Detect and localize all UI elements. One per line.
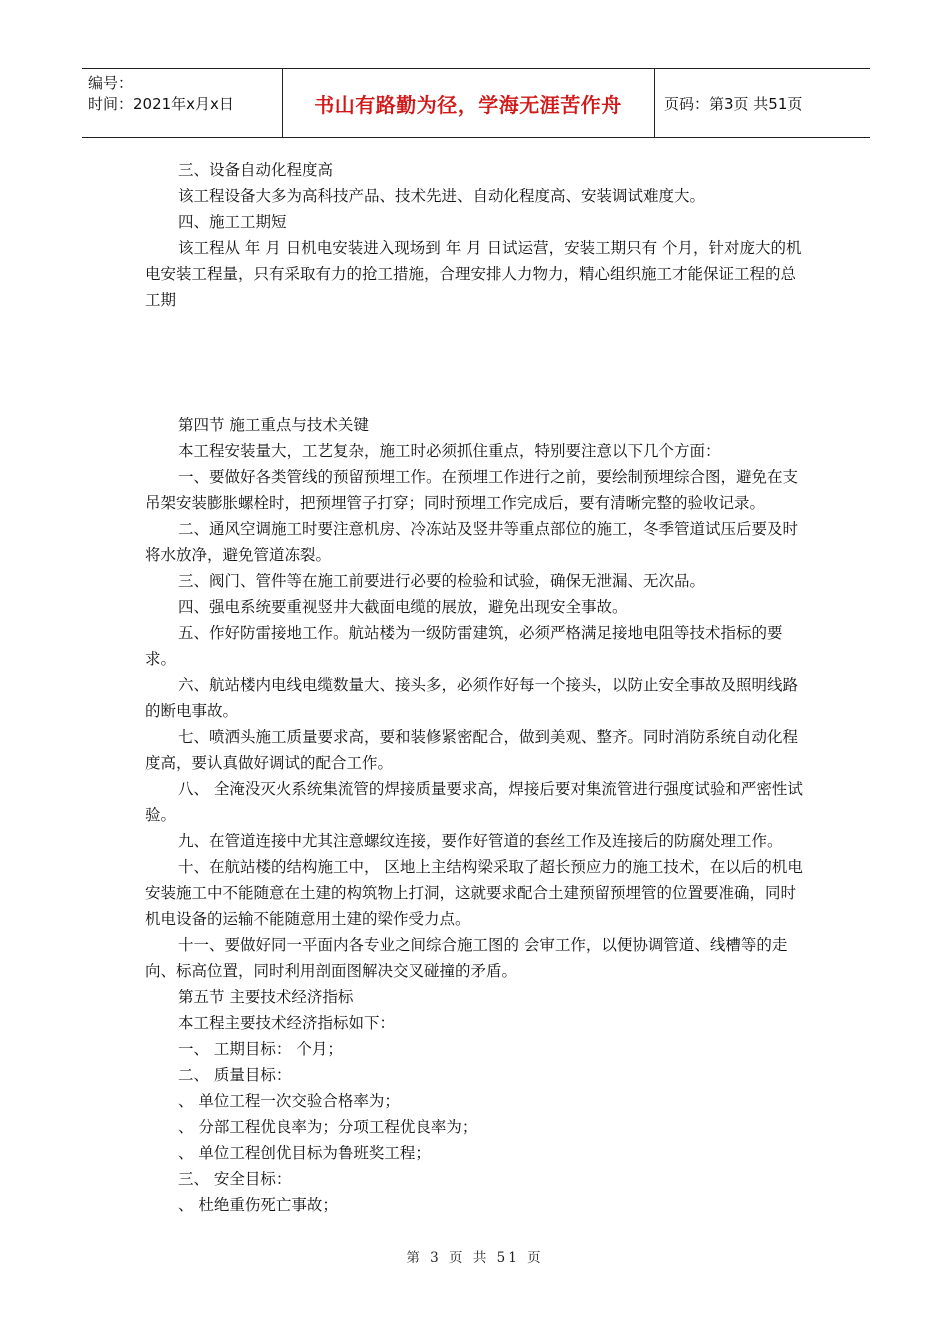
paragraph: 八、 全淹没灭火系统集流管的焊接质量要求高，焊接后要对集流管进行强度试验和严密性试验。 — [145, 780, 803, 824]
list-item: 、 分部工程优良率为；分项工程优良率为； — [178, 1118, 478, 1136]
paragraph: 本工程安装量大，工艺复杂，施工时必须抓住重点，特别要注意以下几个方面： — [178, 442, 721, 460]
section-heading: 三、设备自动化程度高 — [178, 161, 334, 179]
section-title: 第四节 施工重点与技术关键 — [178, 416, 369, 434]
paragraph: 本工程主要技术经济指标如下： — [178, 1014, 396, 1032]
paragraph: 五、作好防雷接地工作。航站楼为一级防雷建筑，必须严格满足接地电阻等技术指标的要求。 — [145, 624, 783, 668]
header-motto: 书山有路勤为径，学海无涯苦作舟 — [314, 92, 622, 117]
date-label: 时间：2021年x月x日 — [88, 95, 234, 113]
page-footer: 第 3 页 共 51 页 — [406, 1250, 544, 1266]
paragraph: 一、要做好各类管线的预留预埋工作。在预埋工作进行之前，要绘制预埋综合图，避免在支吊架安装膨胀螺栓时，把预埋管子打穿；同时预埋工作完成后，要有清晰完整的验收记录。 — [145, 468, 799, 512]
header-divider — [654, 69, 655, 137]
list-item: 一、 工期目标： 个月； — [178, 1040, 343, 1058]
paragraph: 该工程设备大多为高科技产品、技术先进、自动化程度高、安装调试难度大。 — [178, 187, 706, 205]
section-title: 第五节 主要技术经济指标 — [178, 988, 354, 1006]
paragraph: 六、航站楼内电线电缆数量大、接头多，必须作好每一个接头，以防止安全事故及照明线路的断电事故。 — [145, 676, 799, 720]
list-item: 二、 质量目标： — [178, 1066, 292, 1084]
list-item: 、 单位工程一次交验合格率为； — [178, 1092, 400, 1110]
list-item: 、 杜绝重伤死亡事故； — [178, 1196, 338, 1214]
paragraph: 七、喷洒头施工质量要求高，要和装修紧密配合，做到美观、整齐。同时消防系统自动化程度高，要认真做好调试的配合工作。 — [145, 728, 799, 772]
document-body — [145, 157, 811, 1218]
paragraph: 十一、要做好同一平面内各专业之间综合施工图的 会审工作，以便协调管道、线槽等的走向、标高位置，同时利用剖面图解决交叉碰撞的矛盾。 — [145, 936, 788, 980]
header-meta — [88, 73, 234, 115]
paragraph: 十、在航站楼的结构施工中， 区地上主结构梁采取了超长预应力的施工技术，在以后的机电安装施工中不能随意在土建的构筑物上打洞，这就要求配合土建预留预埋管的位置要准确，同时机电设备的运输不能随意用土建的梁作受力点。 — [145, 858, 803, 928]
paragraph: 该工程从 年 月 日机电安装进入现场到 年 月 日试运营，安装工期只有 个月，针对庞大的机电安装工程量，只有采取有力的抢工措施，合理安排人力物力，精心组织施工才能保证工程的总工期 — [145, 239, 802, 309]
paragraph: 九、在管道连接中尤其注意螺纹连接，要作好管道的套丝工作及连接后的防腐处理工作。 — [178, 832, 783, 850]
header-page-label: 页码：第3页 共51页 — [664, 94, 803, 113]
paragraph: 三、阀门、管件等在施工前要进行必要的检验和试验，确保无泄漏、无次品。 — [178, 572, 706, 590]
list-item: 三、 安全目标： — [178, 1170, 292, 1188]
number-label: 编号： — [88, 74, 134, 92]
header-table — [82, 68, 870, 138]
list-item: 、 单位工程创优目标为鲁班奖工程； — [178, 1144, 431, 1162]
section-heading: 四、施工工期短 — [178, 213, 287, 231]
blank-space — [145, 313, 811, 412]
paragraph: 二、通风空调施工时要注意机房、冷冻站及竖井等重点部位的施工，冬季管道试压后要及时将水放净，避免管道冻裂。 — [145, 520, 799, 564]
paragraph: 四、强电系统要重视竖井大截面电缆的展放，避免出现安全事故。 — [178, 598, 628, 616]
